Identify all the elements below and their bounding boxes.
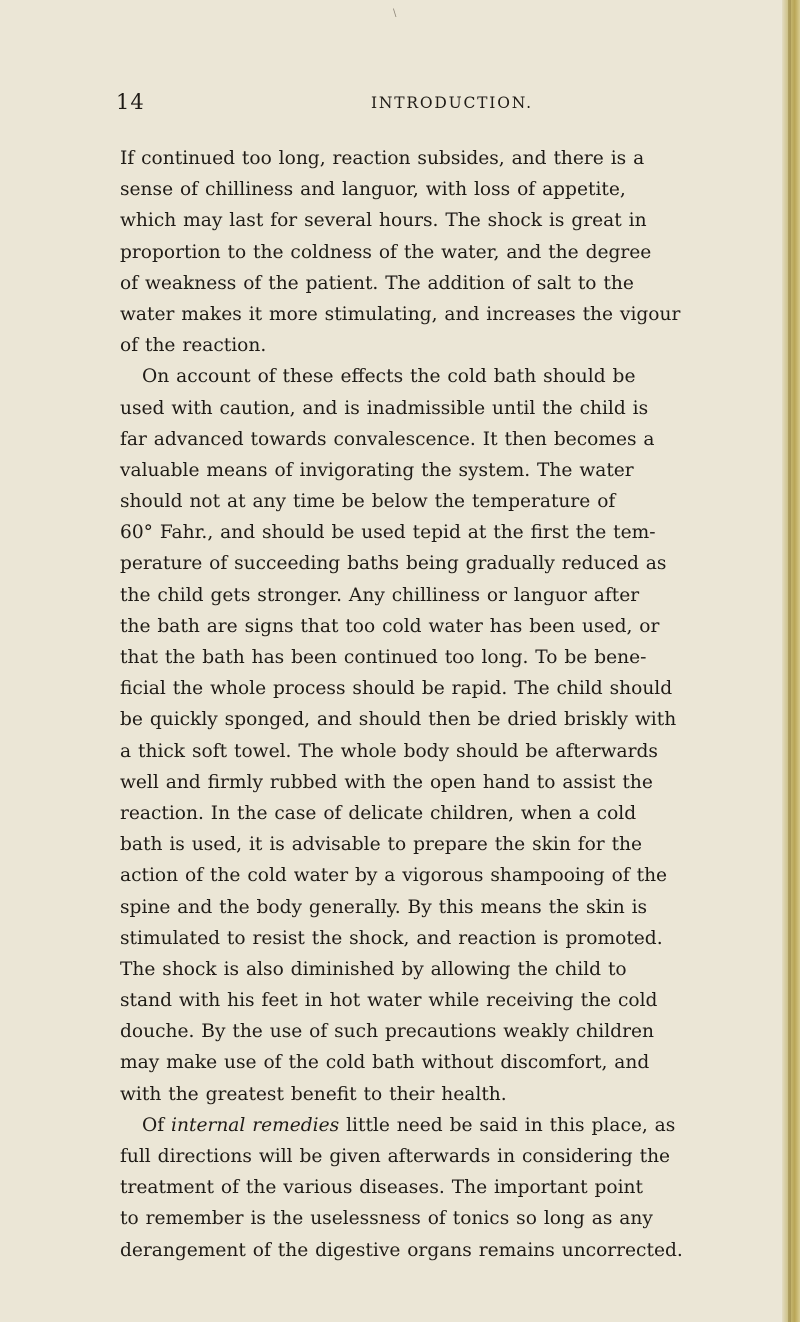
text-line: On account of these effects the cold bath should be [142,366,636,388]
text-line: the child gets stronger. Any chilliness or languor after [120,584,640,606]
text-line: the bath are signs that too cold water has been used, or [120,615,660,637]
text-line: well and firmly rubbed with the open hand to assist the [120,771,653,793]
text-line: stimulated to resist the shock, and reaction is promoted. [120,927,663,949]
text-line: valuable means of invigorating the system. The water [120,459,634,481]
page-number: 14 [116,90,145,114]
text-line: derangement of the digestive organs remains uncorrected. [120,1239,683,1261]
text-line: that the bath has been continued too long. To be bene- [120,647,647,668]
text-line: The shock is also diminished by allowing the child to [120,958,627,980]
para-rest: little need be said in this place, as [339,1114,676,1136]
page-header [116,90,756,120]
text-line: ficial the whole process should be rapid. The child should [120,678,673,700]
text-line: a thick soft towel. The whole body should be afterwards [120,740,658,762]
text-line: used with caution, and is inadmissible until the child is [120,397,649,419]
italic-phrase: internal remedies [171,1114,340,1136]
text-line: to remember is the uselessness of tonics so long as any [120,1208,653,1230]
text-line: far advanced towards convalescence. It then becomes a [120,428,655,450]
text-line: perature of succeeding baths being gradually reduced as [120,553,667,575]
text-line: water makes it more stimulating, and increases the vigour [120,303,681,325]
para-start: Of [142,1114,172,1136]
text-line: treatment of the various diseases. The important point [120,1177,643,1199]
text-line: which may last for several hours. The shock is great in [120,210,647,232]
text-line: with the greatest benefit to their health. [120,1083,507,1105]
book-binding-edge [782,0,800,1322]
text-line: proportion to the coldness of the water, and the degree [120,241,652,263]
text-line: 60° Fahr., and should be used tepid at the first the tem- [120,522,656,544]
running-head: INTRODUCTION. [371,94,533,112]
text-line: should not at any time be below the temperature of [120,491,616,513]
text-line: of weakness of the patient. The addition of salt to the [120,272,634,294]
text-line: full directions will be given afterwards in considering the [120,1146,671,1167]
text-line: reaction. In the case of delicate children, when a cold [120,802,637,824]
body-text [120,143,760,1266]
text-line: stand with his feet in hot water while receiving the cold [120,990,658,1012]
text-line: action of the cold water by a vigorous shampooing of the [120,865,668,887]
text-line: may make use of the cold bath without discomfort, and [120,1052,650,1074]
text-line [120,1110,760,1141]
text-line: bath is used, it is advisable to prepare the skin for the [120,834,643,856]
scan-mark: \ [393,8,397,19]
text-line: of the reaction. [120,335,267,357]
text-line: sense of chilliness and languor, with loss of appetite, [120,179,626,201]
text-line: If continued too long, reaction subsides, and there is a [120,148,645,169]
text-line: douche. By the use of such precautions weakly children [120,1021,654,1043]
text-line: spine and the body generally. By this means the skin is [120,896,648,918]
text-line: be quickly sponged, and should then be dried briskly with [120,709,677,731]
